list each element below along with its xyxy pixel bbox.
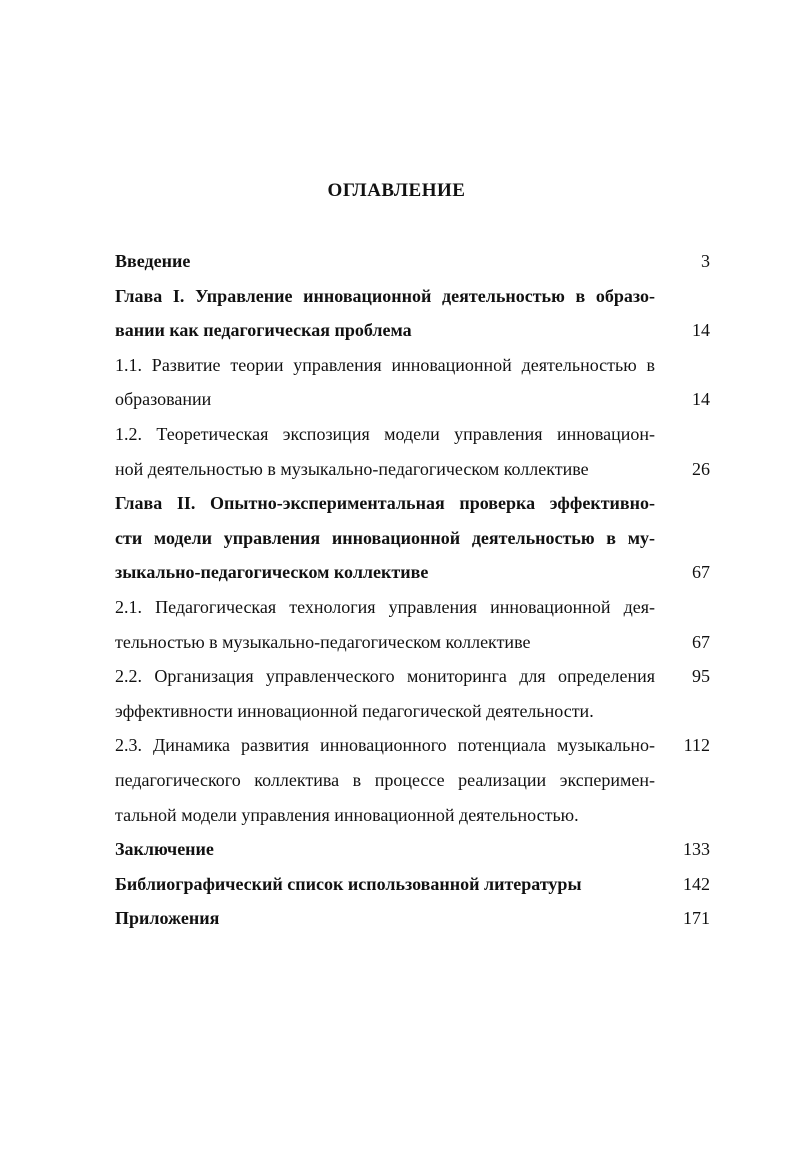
toc-entry-line [115, 798, 710, 833]
toc-entry-line [115, 382, 710, 417]
table-of-contents [115, 244, 710, 936]
toc-page-number: 3 [701, 251, 710, 271]
toc-page-number: 26 [692, 458, 710, 479]
toc-page-number: 142 [683, 873, 710, 894]
toc-entry-line [115, 244, 710, 279]
toc-entry-line [115, 555, 710, 590]
toc-entry-line [115, 313, 710, 348]
toc-entry-line [115, 625, 710, 660]
toc-entry-line [115, 348, 710, 383]
toc-page-number: 14 [692, 320, 710, 341]
toc-entry-text: тальной модели управления инновационной деятельностью. [115, 804, 579, 825]
toc-entry[interactable] [115, 659, 710, 728]
toc-page-number: 95 [692, 666, 710, 687]
toc-entry-text: Библиографический список использованной литературы [115, 873, 582, 894]
toc-entry-line [115, 901, 710, 936]
toc-entry[interactable] [115, 486, 710, 590]
toc-entry-text: Глава I. Управление инновационной деятельностью в образо- [115, 285, 655, 306]
toc-entry[interactable] [115, 832, 710, 867]
toc-entry[interactable] [115, 867, 710, 902]
toc-entry-text: 1.1. Развитие теории управления инновационной деятельностью в [115, 354, 655, 375]
toc-entry-line [115, 590, 710, 625]
toc-entry-text: эффективности инновационной педагогической деятельности. [115, 700, 594, 721]
toc-entry[interactable] [115, 728, 710, 832]
toc-entry-text: педагогического коллектива в процессе реализации эксперимен- [115, 769, 655, 790]
toc-entry-text: сти модели управления инновационной деятельностью в му- [115, 527, 655, 548]
toc-entry[interactable] [115, 590, 710, 659]
toc-entry-line [115, 279, 710, 314]
toc-entry-line [115, 486, 710, 521]
toc-entry[interactable] [115, 417, 710, 486]
toc-page-number: 67 [692, 631, 710, 652]
toc-entry-text: 1.2. Теоретическая экспозиция модели управления инновацион- [115, 423, 655, 444]
toc-page-number: 171 [683, 908, 710, 929]
toc-entry-text: Глава II. Опытно-экспериментальная проверка эффективно- [115, 493, 655, 514]
toc-entry-line [115, 728, 710, 763]
toc-page-number: 67 [692, 562, 710, 583]
toc-page-number: 112 [683, 735, 710, 756]
toc-entry-line [115, 763, 710, 798]
toc-entry-line [115, 832, 710, 867]
toc-entry[interactable] [115, 279, 710, 348]
toc-entry-text: Заключение [115, 839, 214, 860]
toc-entry-line [115, 521, 710, 556]
toc-entry-text: ной деятельностью в музыкально-педагогическом коллективе [115, 458, 589, 479]
toc-entry-line [115, 452, 710, 487]
toc-entry[interactable] [115, 244, 710, 279]
toc-entry[interactable] [115, 901, 710, 936]
toc-entry-text: зыкально-педагогическом коллективе [115, 562, 429, 583]
toc-entry-text: Приложения [115, 908, 220, 929]
toc-entry-line [115, 659, 710, 694]
toc-entry-line [115, 417, 710, 452]
toc-page-number: 133 [683, 839, 710, 860]
toc-entry-text: тельностью в музыкально-педагогическом коллективе [115, 631, 531, 652]
toc-entry-text: 2.2. Организация управленческого мониторинга для определения [115, 666, 655, 687]
toc-entry-line [115, 694, 710, 729]
toc-entry[interactable] [115, 348, 710, 417]
toc-entry-line [115, 867, 710, 902]
toc-entry-text: Введение [115, 251, 191, 271]
toc-entry-text: 2.3. Динамика развития инновационного потенциала музыкально- [115, 735, 655, 756]
toc-entry-text: вании как педагогическая проблема [115, 320, 412, 341]
page-title: ОГЛАВЛЕНИЕ [327, 180, 466, 201]
toc-entry-text: 2.1. Педагогическая технология управления инновационной дея- [115, 596, 655, 617]
toc-page-number: 14 [692, 389, 710, 410]
toc-entry-text: образовании [115, 389, 212, 410]
